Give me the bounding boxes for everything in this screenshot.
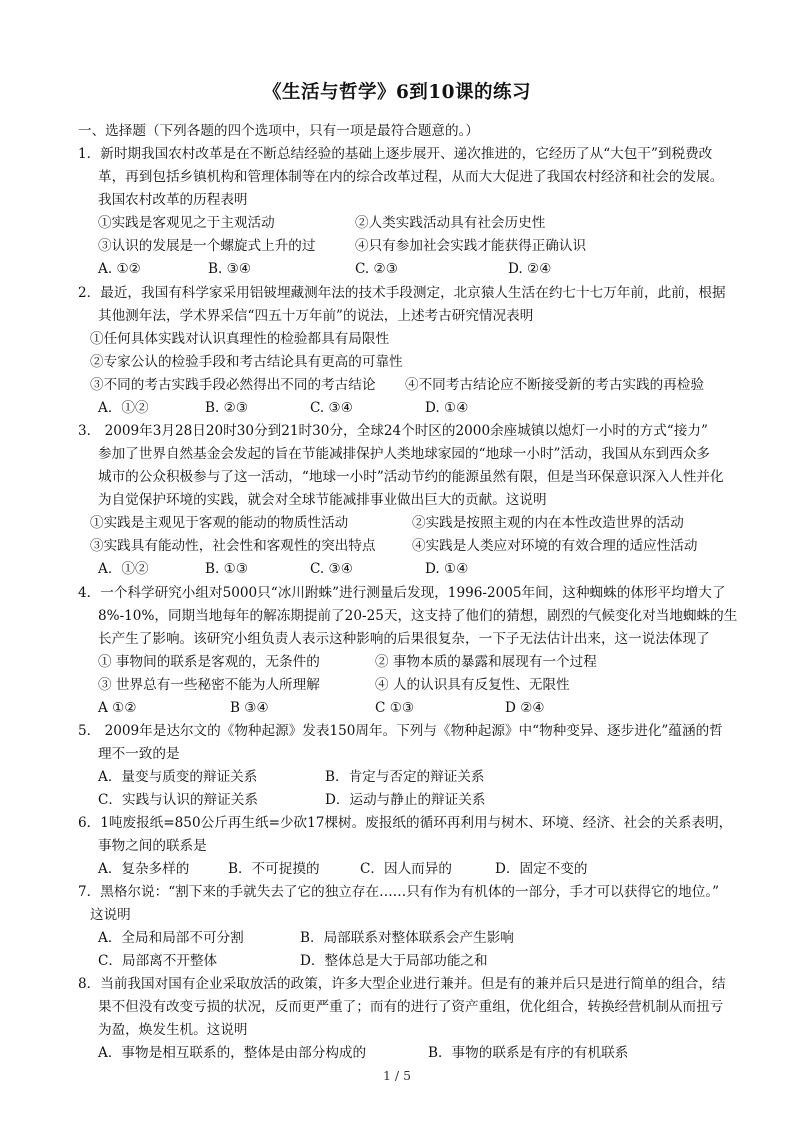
q3-line-3: 城市的公众积极参与了这一活动，“地球一小时”活动节约的能源虽然有限，但是当环保意识深入人性并化 — [98, 469, 724, 485]
q1-option-b: B. ③④ — [208, 261, 252, 277]
q7-option-b: B．局部联系对整体联系会产生影响 — [300, 930, 514, 946]
q5-option-b: B．肯定与否定的辩证关系 — [325, 769, 485, 785]
q4-line-2: 8%-10%，同期当地每年的解冻期提前了20-25天，这支持了他们的猜想，剧烈的气候变化对当地蜘蛛的生 — [98, 608, 738, 624]
q2-item-1: ①任何具体实践对认识真理性的检验都具有局限性 — [90, 331, 390, 347]
q3-item-1: ①实践是主观见于客观的能动的物质性活动 — [90, 515, 349, 531]
q4-option-d: D ②④ — [505, 700, 545, 716]
q2-option-d: D. ①④ — [425, 400, 469, 416]
q2-option-c: C. ③④ — [310, 400, 353, 416]
q4-line-3: 长产生了影响。该研究小组负责人表示这种影响的后果很复杂，一下子无法估计出来，这一说法体现了 — [98, 631, 710, 647]
q8-option-a: A．事物是相互联系的，整体是由部分构成的 — [98, 1045, 367, 1061]
q5-line-2: 理不一致的是 — [98, 746, 180, 762]
q3-line-2: 参加了世界自然基金会发起的旨在节能减排保护人类地球家园的“地球一小时”活动，我国从东到西众多 — [98, 446, 711, 462]
q1-line-3: 我国农村改革的历程表明 — [98, 192, 248, 208]
q2-item-4: ④不同考古结论应不断接受新的考古实践的再检验 — [405, 377, 705, 393]
q8-line-1: 8．当前我国对国有企业采取放活的政策，许多大型企业进行兼并。但是有的兼并后只是进行简单的组合，结 — [78, 976, 726, 992]
q4-item-3: ③ 世界总有一些秘密不能为人所理解 — [98, 677, 320, 693]
q5-option-a: A．量变与质变的辩证关系 — [98, 769, 258, 785]
q4-option-b: B ③④ — [230, 700, 269, 716]
page-number: 1 / 5 — [382, 1068, 412, 1083]
q5-option-d: D．运动与静止的辩证关系 — [325, 792, 486, 808]
q7-line-2: 这说明 — [90, 907, 131, 923]
q8-line-2: 果不但没有改变亏损的状况，反而更严重了；而有的进行了资产重组，优化组合，转换经营机制从而扭亏 — [98, 999, 724, 1015]
q7-option-d: D．整体总是大于局部功能之和 — [300, 953, 488, 969]
q2-item-2: ②专家公认的检验手段和考古结论具有更高的可靠性 — [90, 354, 403, 370]
q3-item-4: ④实践是人类应对环境的有效合理的适应性活动 — [412, 538, 698, 554]
q2-item-3: ③不同的考古实践手段必然得出不同的考古结论 — [90, 377, 376, 393]
q7-option-c: C．局部离不开整体 — [98, 953, 218, 969]
q3-item-2: ②实践是按照主观的内在本性改造世界的活动 — [412, 515, 684, 531]
q1-option-a: A. ①② — [98, 261, 141, 277]
q1-line-1: 1．新时期我国农村改革是在不断总结经验的基础上逐步展开、递次推进的，它经历了从“大包干”到税费改 — [78, 146, 713, 162]
q1-item-2: ②人类实践活动具有社会历史性 — [355, 215, 546, 231]
q5-line-1: 5． 2009年是达尔文的《物种起源》发表150周年。下列与《物种起源》中“物种变异、逐步进化”蕴涵的哲 — [78, 723, 723, 739]
q2-option-b: B. ②③ — [205, 400, 249, 416]
q3-option-b: B. ①③ — [205, 561, 249, 577]
q3-item-3: ③实践具有能动性，社会性和客观性的突出特点 — [90, 538, 376, 554]
q4-option-c: C ①③ — [375, 700, 415, 716]
q4-item-1: ① 事物间的联系是客观的，无条件的 — [98, 654, 320, 670]
q2-line-2: 其他测年法，学术界采信“四五十万年前”的说法，上述考古研究情况表明 — [98, 308, 534, 324]
q4-line-1: 4．一个科学研究小组对5000只“冰川跗蛛”进行测量后发现，1996-2005年间，这种蜘蛛的体形平均增大了 — [78, 585, 726, 601]
q8-line-3: 为盈，焕发生机。这说明 — [98, 1022, 248, 1038]
q6-option-d: D．固定不变的 — [495, 861, 588, 877]
q2-line-1: 2．最近，我国有科学家采用铝铍埋藏测年法的技术手段测定，北京猿人生活在约七十七万年前，此前，根据 — [78, 285, 726, 301]
q6-line-2: 事物之间的联系是 — [98, 838, 207, 854]
q3-line-4: 为自觉保护环境的实践，就会对全球节能减排事业做出巨大的贡献。这说明 — [98, 492, 547, 508]
q3-option-c: C. ③④ — [310, 561, 353, 577]
q6-option-c: C．因人而异的 — [360, 861, 452, 877]
q3-option-a: A．①② — [98, 561, 149, 577]
q2-option-a: A．①② — [98, 400, 149, 416]
q7-option-a: A．全局和局部不可分割 — [98, 930, 244, 946]
q6-option-b: B．不可捉摸的 — [228, 861, 320, 877]
q6-option-a: A．复杂多样的 — [98, 861, 190, 877]
q1-line-2: 革，再到包括乡镇机构和管理体制等在内的综合改革过程，从而大大促进了我国农村经济和社会的发展。 — [98, 169, 724, 185]
q1-option-c: C. ②③ — [355, 261, 398, 277]
q8-option-b: B．事物的联系是有序的有机联系 — [428, 1045, 629, 1061]
q6-line-1: 6．1吨废报纸=850公斤再生纸=少砍17棵树。废报纸的循环再利用与树木、环境、经济、社会的关系表明， — [78, 815, 733, 831]
q3-line-1: 3． 2009年3月28日20时30分到21时30分，全球24个时区的2000余座城镇以熄灯一小时的方式“接力” — [78, 423, 708, 439]
page-title: 《生活与哲学》6到10课的练习 — [262, 82, 532, 103]
q5-option-c: C．实践与认识的辩证关系 — [98, 792, 258, 808]
section-heading: 一、选择题（下列各题的四个选项中，只有一项是最符合题意的。） — [78, 123, 480, 139]
q1-item-1: ①实践是客观见之于主观活动 — [98, 215, 275, 231]
q1-option-d: D. ②④ — [508, 261, 552, 277]
q4-item-2: ② 事物本质的暴露和展现有一个过程 — [375, 654, 597, 670]
q4-item-4: ④ 人的认识具有反复性、无限性 — [375, 677, 570, 693]
q7-line-1: 7．黑格尔说：“割下来的手就失去了它的独立存在……只有作为有机体的一部分，手才可以获得它的地位。” — [78, 884, 720, 900]
q1-item-3: ③认识的发展是一个螺旋式上升的过 — [98, 238, 316, 254]
q1-item-4: ④只有参加社会实践才能获得正确认识 — [355, 238, 587, 254]
q4-option-a: A ①② — [98, 700, 137, 716]
q3-option-d: D. ①④ — [425, 561, 469, 577]
